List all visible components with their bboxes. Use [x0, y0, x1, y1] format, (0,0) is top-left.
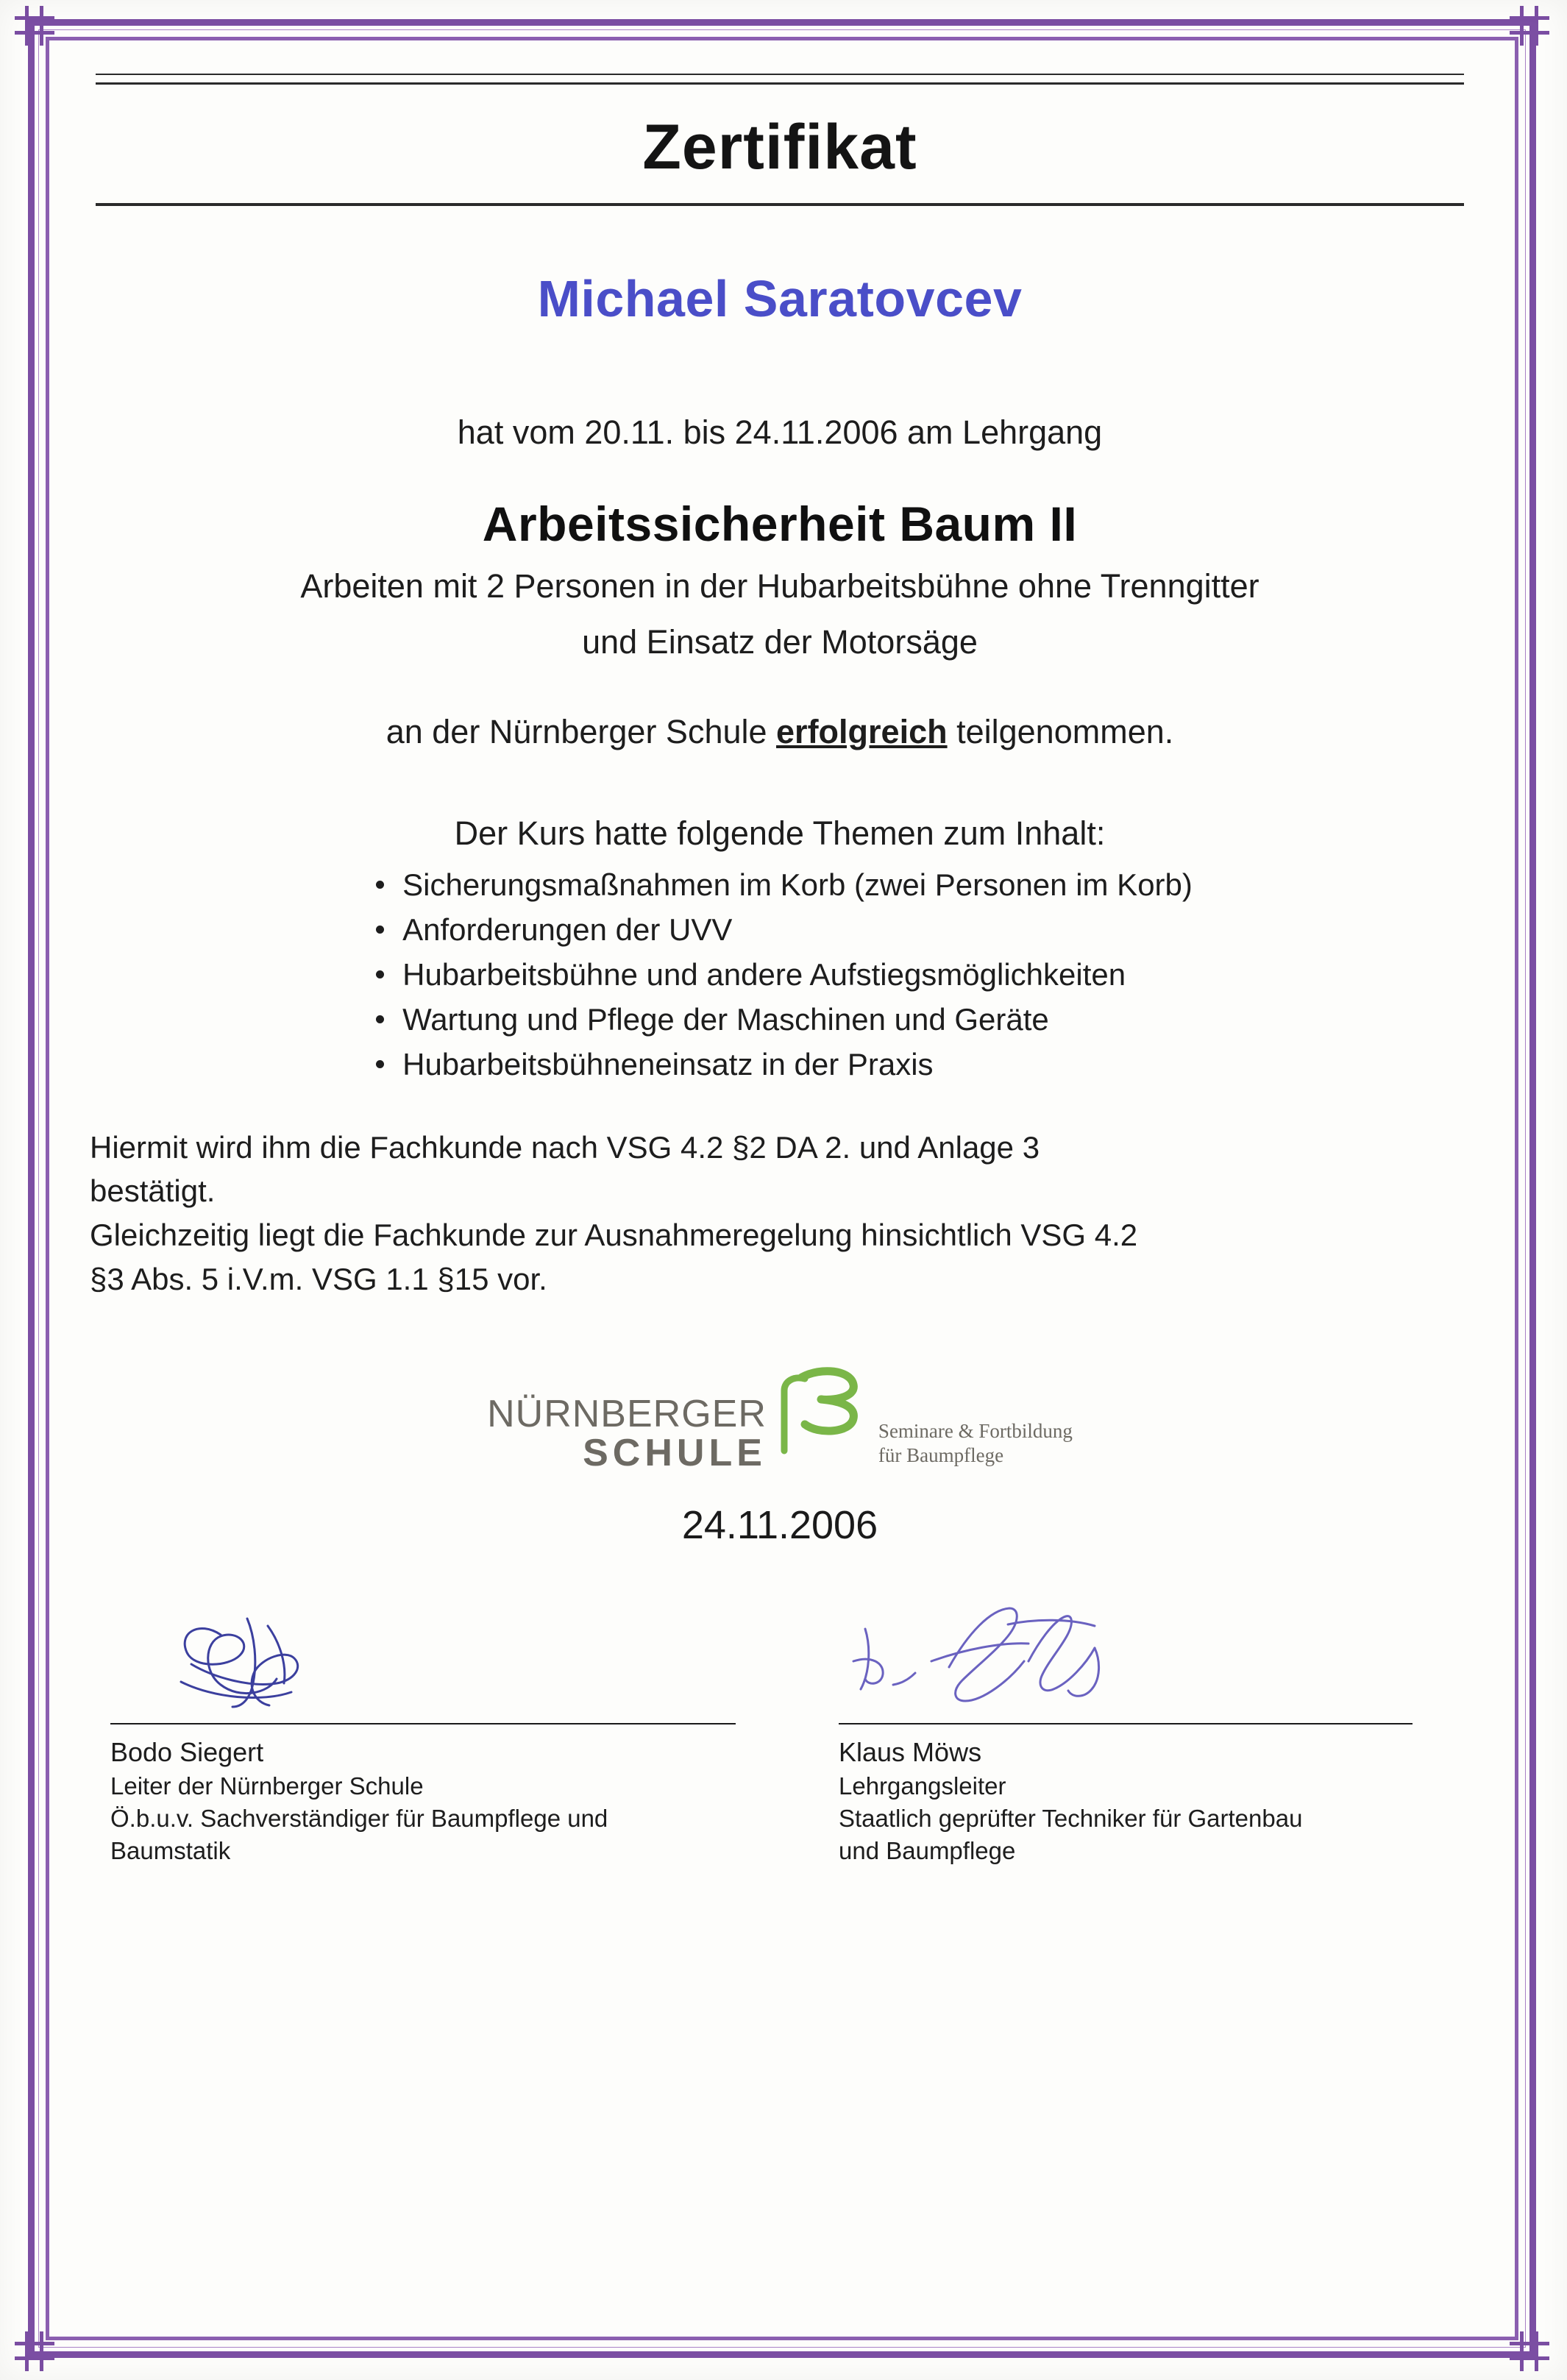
signature-area [88, 1591, 1471, 1900]
corner-ornament-bottom-right [1510, 2331, 1549, 2371]
signer-role-left-line-2: Ö.b.u.v. Sachverständiger für Baumpflege und [110, 1804, 608, 1832]
signer-role-right-line-1: Lehrgangsleiter [839, 1772, 1006, 1800]
signature-block-right [839, 1591, 1486, 1867]
handwritten-signature-right [839, 1591, 1486, 1723]
corner-ornament-bottom-left [15, 2331, 54, 2371]
list-item: Sicherungsmaßnahmen im Korb (zwei Personen im Korb) [367, 863, 1193, 908]
title-rule-top [96, 74, 1464, 75]
topics-list [367, 863, 1193, 1087]
legal-line-2: bestätigt. [90, 1173, 216, 1209]
legal-line-3: Gleichzeitig liegt die Fachkunde zur Ausnahmeregelung hinsichtlich VSG 4.2 [90, 1217, 1138, 1252]
legal-paragraph [90, 1126, 1471, 1301]
legal-line-1: Hiermit wird ihm die Fachkunde nach VSG 4.2 §2 DA 2. und Anlage 3 [90, 1129, 1040, 1165]
title-rule-bottom [96, 203, 1464, 206]
school-line-highlight: erfolgreich [776, 713, 948, 751]
corner-ornament-top-right [1510, 6, 1549, 46]
certificate-content [88, 62, 1471, 1900]
signer-role-right-line-3: und Baumpflege [839, 1837, 1016, 1865]
signer-name-right: Klaus Möws [839, 1737, 982, 1768]
recipient-name: Michael Saratovcev [537, 270, 1023, 327]
signer-name-left: Bodo Siegert [110, 1737, 264, 1768]
logo-wordmark [487, 1395, 767, 1473]
list-item: Wartung und Pflege der Maschinen und Geräte [367, 998, 1193, 1042]
list-item: Anforderungen der UVV [367, 908, 1193, 953]
nuernberger-schule-logo [88, 1363, 1471, 1473]
signer-role-right-line-2: Staatlich geprüfter Techniker für Gartenbau [839, 1804, 1303, 1832]
signature-block-left [110, 1591, 758, 1867]
logo-line-2: SCHULE [583, 1432, 767, 1475]
legal-line-4: §3 Abs. 5 i.V.m. VSG 1.1 §15 vor. [90, 1261, 547, 1296]
corner-ornament-top-left [15, 6, 54, 46]
topics-heading: Der Kurs hatte folgende Themen zum Inhalt: [454, 814, 1106, 853]
tree-swoosh-icon [764, 1363, 874, 1473]
signature-rule-right [839, 1723, 1413, 1724]
school-line-suffix: teilgenommen. [947, 713, 1174, 751]
logo-tagline [878, 1419, 1073, 1474]
handwritten-signature-left [110, 1591, 758, 1723]
certificate-title: Zertifikat [642, 112, 917, 182]
school-participation-line [88, 713, 1471, 751]
signer-role-left-line-3: Baumstatik [110, 1837, 231, 1865]
signer-role-left-line-1: Leiter der Nürnberger Schule [110, 1772, 424, 1800]
course-period: hat vom 20.11. bis 24.11.2006 am Lehrgang [457, 413, 1103, 451]
logo-tagline-line-2: für Baumpflege [878, 1444, 1004, 1467]
course-subtitle-line-1: Arbeiten mit 2 Personen in der Hubarbeitsbühne ohne Trenngitter [300, 567, 1259, 605]
logo-line-1: NÜRNBERGER [487, 1393, 767, 1436]
signature-rule-left [110, 1723, 736, 1724]
logo-tagline-line-1: Seminare & Fortbildung [878, 1419, 1073, 1442]
title-rule-top-second [96, 82, 1464, 85]
course-title: Arbeitssicherheit Baum II [482, 497, 1078, 551]
course-subtitle-line-2: und Einsatz der Motorsäge [582, 622, 978, 661]
school-line-prefix: an der Nürnberger Schule [385, 713, 777, 751]
list-item: Hubarbeitsbühne und andere Aufstiegsmöglichkeiten [367, 953, 1193, 998]
list-item: Hubarbeitsbühneneinsatz in der Praxis [367, 1042, 1193, 1087]
issue-date: 24.11.2006 [681, 1503, 878, 1548]
